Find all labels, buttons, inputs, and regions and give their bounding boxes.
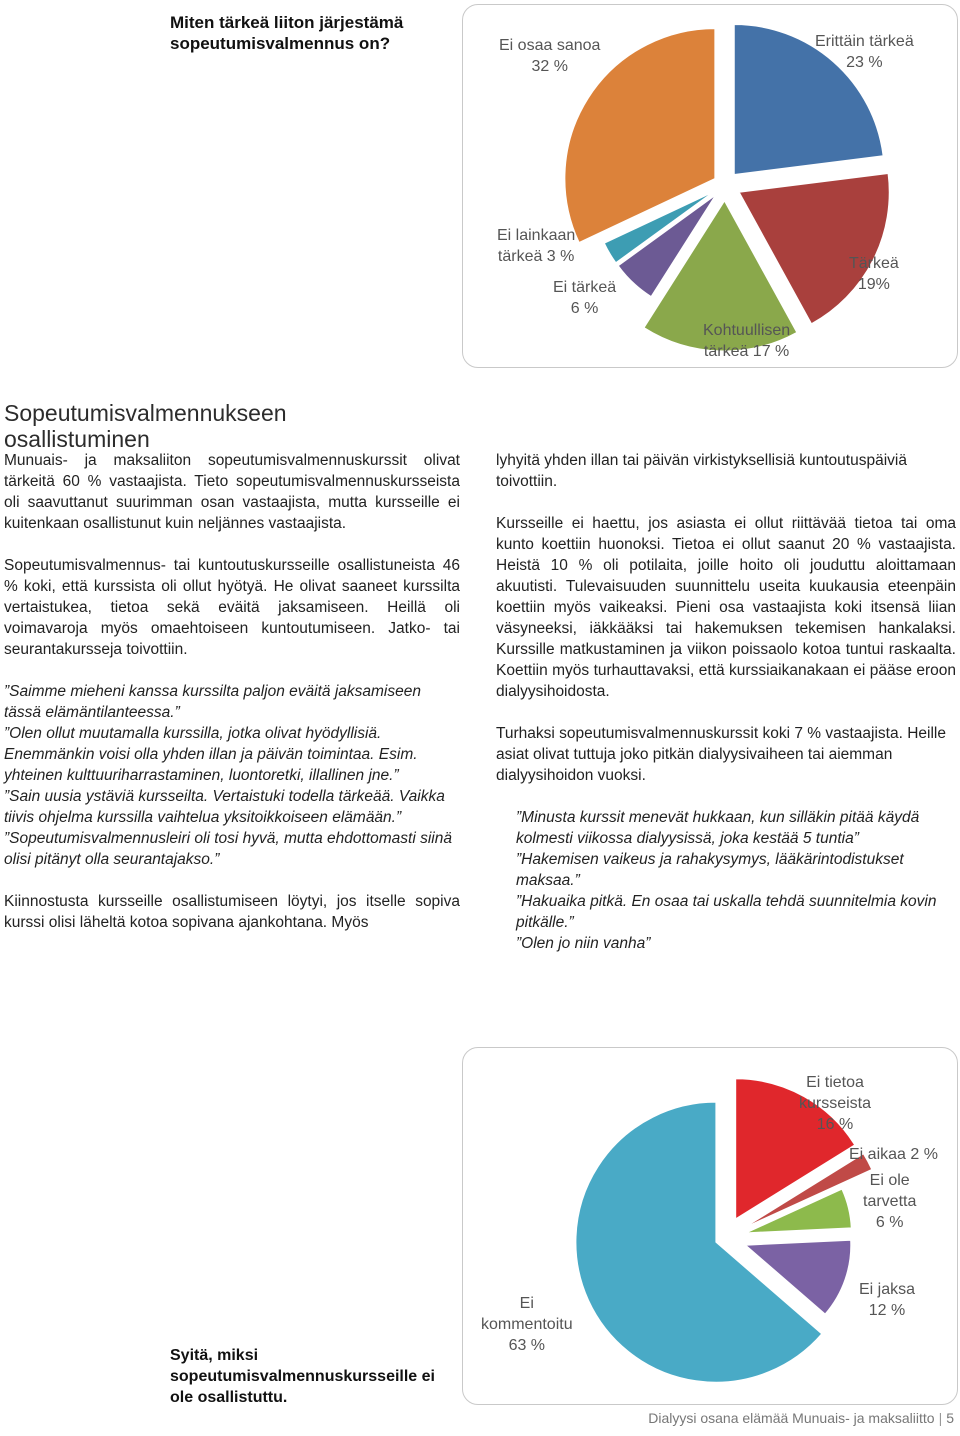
paragraph: Sopeutumisvalmennus- tai kuntoutuskursseille osallistuneista 46 % koki, että kurssista oli ollut hyötyä. He olivat saaneet kurssilta vertaistukea, tietoa sekä eväitä jaksamiseen. Heillä oli voimavaroja myös omaehtoiseen kuntoutumiseen. Jatko- tai seurantakursseja toivottiin. xyxy=(4,557,460,658)
chart2-label-ei-aikaa xyxy=(849,1144,938,1165)
page-footer xyxy=(648,1410,954,1426)
chart1-label-kohtuullisen xyxy=(703,320,790,362)
paragraph: Kursseille ei haettu, jos asiasta ei ollut riittävää tietoa tai oma kunto koettiin huonoksi. Tietoa ei ollut saanut 20 % vastaajista. Heistä 10 % oli potilaita, joille hoito oli jouduttu aloittamaan akuutisti. Tulevaisuuden suunnittelu useita kuukausia eteenpäin koettiin myös vaikeaksi. Pieni osa vastaajista koki itsensä liian väsyneeksi, iäkkääksi tai hakemuksen tekemisen hankalaksi. Kurssille matkustaminen ja viikon poissaolo kotoa tuntui raskaalta. Koettiin myös turhauttavaksi, että kurssiaikanakaan ei pääse eroon dialyysihoidosta. xyxy=(496,515,956,700)
chart1-label-ei-osaa xyxy=(499,35,600,77)
chart2-label-line: Ei xyxy=(519,1295,534,1312)
chart2-label-ei-jaksa xyxy=(859,1279,915,1321)
chart2-label-ei-kommentoitu xyxy=(481,1293,573,1356)
paragraph: Munuais- ja maksaliiton sopeutumisvalmennuskurssit olivat tärkeitä 60 % vastaajista. Tieto sopeutumisvalmennuskursseista oli saavuttanut suurimman osan vastaajista, mutta kursseille ei kuitenkaan osallistunut kuin neljännes vastaajista. xyxy=(4,452,460,532)
chart2-label-line: Ei ole xyxy=(869,1172,910,1189)
chart2-panel xyxy=(462,1047,958,1405)
footer-text: Dialyysi osana elämää Munuais- ja maksaliitto xyxy=(648,1410,935,1426)
chart1-label-value: 6 % xyxy=(570,300,599,317)
chart1-label-line: Kohtuullisen xyxy=(703,322,791,339)
chart2-label-line: Ei aikaa 2 % xyxy=(849,1146,938,1163)
chart2-label-value: 16 % xyxy=(816,1116,854,1133)
quote: ”Sain uusia ystäviä kursseilta. Vertaistuki todella tärkeää. Vaikka tiivis ohjelma kurssilla vaihtelua yksitoikkoiseen elämään.” xyxy=(4,788,445,826)
quote: ”Saimme mieheni kanssa kurssilta paljon eväitä jaksamiseen tässä elämäntilanteessa.” xyxy=(4,683,421,721)
chart1-label-line: Ei lainkaan xyxy=(497,227,576,244)
quote-block xyxy=(4,681,460,870)
chart1-label-value: tärkeä 17 % xyxy=(703,343,790,360)
quote: ”Olen jo niin vanha” xyxy=(516,935,651,952)
right-column xyxy=(496,450,956,954)
chart1-label-ei-tarkea xyxy=(553,277,616,319)
paragraph: Kiinnostusta kursseille osallistumiseen löytyi, jos itselle sopiva kurssi olisi läheltä kotoa sopivana ajankohtana. Myös xyxy=(4,893,460,931)
left-column xyxy=(4,450,460,954)
chart1-label-tarkea xyxy=(849,253,899,295)
quote: ”Hakuaika pitkä. En osaa tai uskalla tehdä suunnitelmia kovin pitkälle.” xyxy=(516,893,937,931)
chart1-label-value: 19% xyxy=(857,276,890,293)
chart1-label-line: Erittäin tärkeä xyxy=(815,33,914,50)
chart2-label-line: kommentoitu xyxy=(481,1316,573,1333)
quote: ”Olen ollut muutamalla kurssilla, jotka olivat hyödyllisiä. Enemmänkin voisi olla yhden illan ja päivän toimintaa. Esim. yhteinen kulttuuriharrastaminen, luontoretki, illallinen jne.” xyxy=(4,725,418,784)
chart1-label-line: Ei osaa sanoa xyxy=(499,37,601,54)
section-title-line: osallistuminen xyxy=(4,426,150,452)
chart2-label-value: 12 % xyxy=(868,1302,906,1319)
chart2-label-value: 63 % xyxy=(508,1337,546,1354)
chart2-label-line: kursseista xyxy=(799,1095,872,1112)
quote: ”Minusta kurssit menevät hukkaan, kun silläkin pitää käydä kolmesti viikossa dialyysissä, joka kestää 5 tuntia” xyxy=(516,809,920,847)
chart1-label-value: tärkeä 3 % xyxy=(497,248,575,265)
section-title xyxy=(4,400,287,452)
chart2-label-value: 6 % xyxy=(875,1214,904,1231)
paragraph: Turhaksi sopeutumisvalmennuskurssit koki 7 % vastaajista. Heille asiat olivat tuttuja joko pitkän dialyysivaiheen tai aiemman dialyysihoidon vuoksi. xyxy=(496,725,946,784)
chart2-label-line: Ei jaksa xyxy=(859,1281,916,1298)
page-number: 5 xyxy=(946,1410,954,1426)
chart1-panel xyxy=(462,4,958,368)
quote-block xyxy=(496,807,956,954)
chart1-label-value: 23 % xyxy=(846,54,883,71)
chart2-label-ei-tietoa xyxy=(799,1072,871,1135)
chart2-label-line: Ei tietoa xyxy=(806,1074,864,1091)
chart2-title: Syitä, miksi sopeutumisvalmennuskursseille ei ole osallistuttu. xyxy=(170,1347,435,1406)
paragraph: lyhyitä yhden illan tai päivän virkistyksellisiä kuntoutuspäiviä toivottiin. xyxy=(496,452,907,490)
chart2-label-ei-tarvetta xyxy=(863,1170,916,1233)
chart1-label-line: Tärkeä xyxy=(849,255,899,272)
chart1-label-value: 32 % xyxy=(531,58,568,75)
chart1-label-line: Ei tärkeä xyxy=(553,279,617,296)
chart1-title: Miten tärkeä liiton järjestämä sopeutumisvalmennus on? xyxy=(170,13,404,53)
chart1-label-ei-lainkaan xyxy=(497,225,575,267)
footer-separator: | xyxy=(938,1410,943,1426)
quote: ”Hakemisen vaikeus ja rahakysymys, lääkärintodistukset maksaa.” xyxy=(516,851,904,889)
quote: ”Sopeutumisvalmennusleiri oli tosi hyvä, mutta ehdottomasti siinä olisi pitänyt olla seurantajakso.” xyxy=(4,830,452,868)
chart1-label-erittain-tarkea xyxy=(815,31,914,73)
chart2-label-line: tarvetta xyxy=(863,1193,917,1210)
section-title-line: Sopeutumisvalmennukseen xyxy=(4,400,287,426)
